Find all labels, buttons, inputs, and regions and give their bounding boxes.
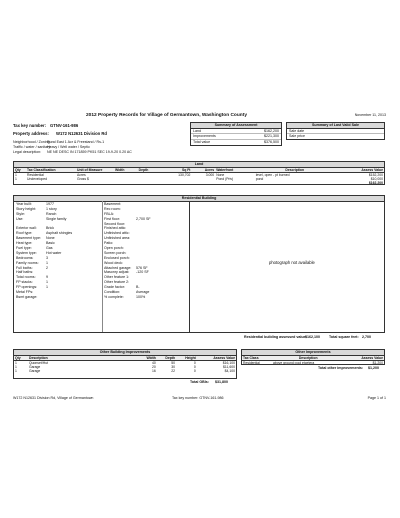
obi-total-label: Total OBIs: [190,380,209,384]
footer-page-number: Page 1 of 1 [367,396,386,400]
col-acres: Acres [191,168,215,173]
building-area-label: First floor: [104,216,120,221]
building-area-value: Average [136,290,150,295]
building-attr-value: 9 [46,275,48,280]
building-assessed-value: $162,100 [305,335,320,339]
building-attr-value: 2 [46,265,48,270]
cell: 16 [152,368,156,373]
building-area-label: Rec room: [104,206,121,211]
col-width: Width [138,356,157,361]
assessment-row [191,140,281,146]
building-area-label: Unfinished attic: [104,231,130,236]
building-assessed-label: Residential building assessed value: [244,335,307,339]
cell: 50 [171,360,176,365]
building-attr-value: 1 [46,260,48,265]
tax-key-value: GTNV-161-986 [50,123,79,128]
cell: Gross $ [77,176,89,181]
oi-title: Other Improvements [242,350,384,356]
building-attr-label: Year built: [16,202,32,206]
building-area-label: Attached garage: [104,265,132,270]
col-tax-class: Tax Class [242,356,272,361]
cell: $1,200 [372,360,383,365]
building-area-value: B- [136,285,140,290]
building-area-value: -120 SF [136,270,149,275]
building-area-label: Grade factor: [104,285,125,290]
building-attr-label: Story height: [16,206,37,211]
detail-value: Rural East 1 Acr & Freestand / Rs-1 [47,140,105,144]
document-page [12,0,388,518]
building-attr-label: Use: [16,216,24,221]
col-waterfront: Waterfront [215,168,255,173]
col-tax-class: Tax Classification [26,168,76,173]
building-attr-label: Total rooms: [16,275,36,280]
report-date: November 11, 2013 [354,113,386,117]
building-attr-value: Brick [46,226,54,231]
land-total: $162,200 [368,180,383,185]
cell: Undeveloped [27,176,47,181]
building-attr-label: Full baths: [16,265,33,270]
building-attr-value: Single family [46,216,67,221]
building-area-label: Other feature 2: [104,280,130,285]
cell: Garage [29,368,41,373]
building-attr-row [16,295,96,300]
land-table [14,168,384,185]
address-value: W172 N12631 Division Rd [56,131,107,136]
building-attr-label: Bsmt garage: [16,294,38,299]
detail-value: Heavy / Well water / Septic [47,145,90,149]
assessment-label: Land [193,128,201,133]
cell: 1 [15,364,17,369]
oi-table [242,356,384,365]
building-details [14,201,190,332]
cell: 30 [171,364,176,369]
last-sale-title: Summary of Last Valid Sale [287,123,384,129]
assessment-value: $376,500 [264,139,279,144]
table-row [242,360,384,365]
building-attr-label: Half baths: [16,270,34,275]
building-attr-value: Asphalt shingles [46,231,73,236]
building-attr-label: Basement type: [16,236,41,241]
cell: $11,600 [222,364,235,369]
footer-address: W172 N12631 Division Rd, Village of Germantown [13,396,94,400]
cell: Garage [29,364,41,369]
building-area-label: Unfinished area: [104,236,131,241]
cell: Acres [77,172,86,177]
col-depth: Depth [157,356,176,361]
cell: Pond (Priv) [216,176,234,181]
building-area-label: Condition: [104,290,121,295]
building-attr-value: Ranch [46,211,57,216]
photo-placeholder: photograph not available [269,260,315,265]
building-area-label: Finished attic: [104,226,127,231]
cell: 0 [193,368,196,373]
building-attr-label: Exterior wall: [16,226,37,231]
col-depth: Depth [138,168,162,173]
building-attr-label: System type: [16,250,37,255]
obi-title: Other Building Improvements [14,350,236,356]
building-attr-label: Family rooms: [16,260,39,265]
building-title: Residential Building [14,196,384,202]
cell: 1 [15,172,17,177]
cell: 1 [15,368,17,373]
last-sale-summary [286,122,385,140]
assessment-label: Improvements [193,134,216,139]
cell: None [216,172,225,177]
other-improvements [241,349,385,365]
building-attr-value: 1 [46,280,48,285]
col-qty: Qty [14,168,26,173]
detail-label: Neighborhood / Zoning: [13,140,51,144]
building-area-label: Other feature 1: [104,275,130,280]
tax-key-label: Tax key number: [13,123,46,128]
detail-label: Legal description: [13,150,42,154]
other-building-improvements [13,349,237,379]
sale-label: Sale date [289,128,305,133]
cell: $152,200 [368,172,383,177]
building-attr-value: 1977 [46,202,54,206]
building-attr-label: Roof type: [16,231,33,236]
obi-total-value: $31,800 [215,380,228,384]
cell: level, open - pt burned [255,172,290,177]
building-middle-column [104,202,188,300]
col-assess: Assess Value [197,356,236,361]
building-attr-value: None [46,236,55,241]
total-sqft-label: Total square feet: [329,335,359,339]
building-attr-label: Heat type: [16,241,33,246]
col-width: Width [114,168,138,173]
building-area-value: 100% [136,294,146,299]
building-area-label: Wood deck: [104,260,123,265]
building-area-value: 2,700 SF [136,216,151,221]
building-area-value: 576 SF [136,265,148,270]
land-total-row [14,181,384,185]
cell: Residential [243,360,260,365]
building-area-label: FBLA: [104,211,114,216]
col-description: Description [255,168,335,173]
building-area-row [104,295,188,300]
cell: 3.000 [205,172,215,177]
assessment-value: $221,300 [264,134,279,139]
building-attr-value: Gas [46,246,53,251]
land-section [13,161,385,185]
cell: $10,000 [370,176,383,181]
building-area-label: Second floor: [104,221,126,226]
col-sqft: Sq Ft [162,168,192,173]
col-height: Height [176,356,197,361]
obi-table [14,356,236,373]
building-left-column [16,202,96,300]
detail-row [13,150,203,155]
property-details [13,140,203,155]
sale-row [287,134,384,140]
building-attr-value: Basic [46,241,55,246]
cell: above ground pool etcetera [273,360,315,365]
building-attr-label: FP stacks: [16,280,33,285]
cell: 40 [152,360,156,365]
cell: pond [255,176,264,181]
building-attr-label: FP openings: [16,285,38,290]
cell: $16,100 [222,360,235,365]
cell: 20 [152,364,156,369]
col-unit: Unit of Measure [76,168,114,173]
col-qty: Qty [14,356,28,361]
detail-value: NE NE DESC IN 171859 PK51 SEC 19-9-20 0.20 AC [47,150,132,154]
building-area-label: Screen porch: [104,250,127,255]
assessment-label: Total value [193,139,211,144]
building-attr-label: Style: [16,211,25,216]
assessment-title: Summary of Assessment [191,123,281,129]
detail-label: Traffic / water / sanitary: [13,145,52,149]
cell: 22 [171,368,176,373]
cell: Residential [27,172,44,177]
total-sqft-value: 2,700 [362,335,371,339]
address-label: Property address: [13,131,49,136]
assessment-value: $162,200 [264,128,279,133]
land-title: Land [14,162,384,168]
cell: Quonset/Hut [29,360,49,365]
col-description: Description [272,356,344,361]
building-area-label: Enclosed porch: [104,255,130,260]
building-area-label: Masonry adjust: [104,270,130,275]
page-title: 2012 Property Records for Village of Germantown, Washington County [86,113,247,118]
cell: 1 [15,176,17,181]
footer-tax-key: Tax key number: GTNV-161-986 [172,396,224,400]
building-attr-label: Bedrooms: [16,255,34,260]
cell: 1 [15,360,17,365]
building-attr-value: 3 [46,255,48,260]
building-attr-label: Fuel type: [16,246,32,251]
building-attr-value: 1 story [46,206,57,211]
col-assess: Assess Value [335,168,384,173]
table-row [14,369,236,373]
building-area-label: Basement: [104,202,122,206]
building-area-label: Open porch: [104,246,124,251]
residential-building-section [13,195,385,333]
assessment-summary [190,122,282,146]
building-attr-label: Metal FPs: [16,290,34,295]
col-assess: Assess Value [344,356,384,361]
cell: 0 [193,364,196,369]
building-area-label: % complete: [104,294,124,299]
cell: $4,100 [224,368,235,373]
oi-total-value: $1,200 [368,366,379,370]
building-attr-value: Hot water [46,250,62,255]
cell: 0 [193,360,196,365]
building-attr-value: 1 [46,285,48,290]
building-area-label: Patio: [104,241,114,246]
sale-label: Sale price [289,134,305,139]
cell: 130,702 [178,172,191,177]
col-description: Description [28,356,138,361]
oi-total-label: Total other improvements: [318,366,364,370]
